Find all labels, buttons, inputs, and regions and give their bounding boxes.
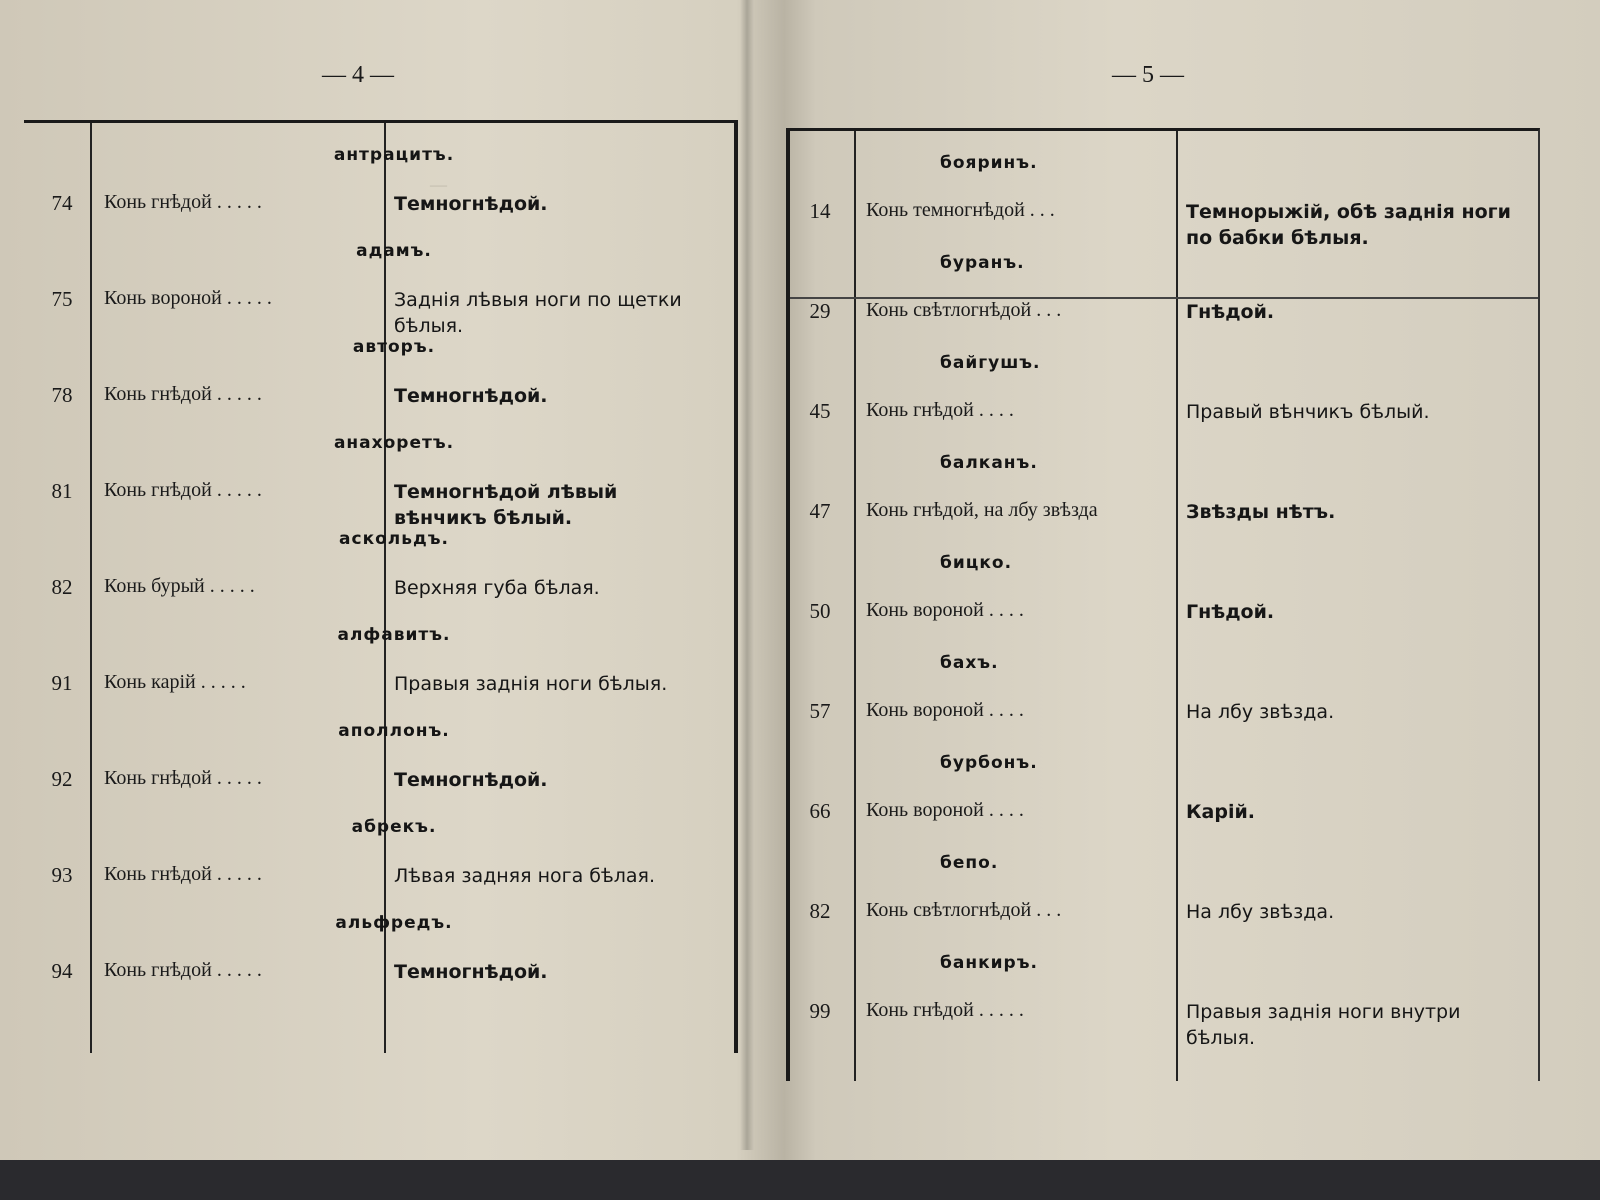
horse-markings: Звѣзды нѣтъ.: [1186, 501, 1336, 523]
table-row: [24, 613, 734, 710]
table-row: [24, 325, 734, 422]
horse-description: Конь гнѣдой . . . . .: [104, 767, 262, 789]
horse-name: банкиръ.: [940, 953, 1038, 973]
table-row: [24, 805, 734, 902]
horse-description: Конь карій . . . . .: [104, 671, 246, 693]
horse-description: Конь вороной . . . . .: [104, 287, 272, 309]
horse-name: аполлонъ.: [338, 721, 450, 741]
entry-number: 29: [809, 299, 831, 323]
horse-description: Конь гнѣдой . . . . .: [104, 191, 262, 213]
horse-description: Конь вороной . . . .: [866, 699, 1024, 721]
horse-name: буранъ.: [940, 253, 1025, 273]
entry-number: 74: [51, 191, 73, 215]
book-spine: [740, 0, 754, 1150]
horse-markings: Правый вѣнчикъ бѣлый.: [1186, 401, 1430, 423]
table-row: [790, 341, 1538, 438]
horse-name: авторъ.: [352, 337, 436, 357]
entry-number: 99: [809, 999, 831, 1023]
horse-description: Конь гнѣдой . . . . .: [104, 479, 262, 501]
horse-markings: Карій.: [1186, 801, 1255, 823]
horse-name: алфавитъ.: [337, 625, 451, 645]
entry-number: 66: [809, 799, 831, 823]
horse-markings: Темногнѣдой.: [394, 961, 548, 983]
entry-number: 14: [809, 199, 831, 223]
table-row: [24, 133, 734, 230]
horse-markings: Гнѣдой.: [1186, 601, 1275, 623]
bleed-through-text: —: [430, 175, 447, 194]
page-number: — 5 —: [1112, 62, 1184, 88]
entry-number: 50: [809, 599, 831, 623]
entries-table: [24, 120, 738, 1053]
horse-name: бояринъ.: [940, 153, 1038, 173]
page-number: — 4 —: [322, 62, 394, 88]
entries-table: [786, 128, 1540, 1081]
horse-markings: Темногнѣдой.: [394, 385, 548, 407]
horse-name: бепо.: [940, 853, 999, 873]
entry-number: 94: [51, 959, 73, 983]
horse-description: Конь вороной . . . .: [866, 799, 1024, 821]
table-row: [790, 541, 1538, 638]
entry-number: 92: [51, 767, 73, 791]
horse-description: Конь гнѣдой . . . . .: [866, 999, 1024, 1021]
entry-number: 57: [809, 699, 831, 723]
horse-name: антрацитъ.: [333, 145, 455, 165]
horse-name: анахоретъ.: [333, 433, 455, 453]
table-row: [24, 901, 734, 998]
horse-description: Конь гнѣдой, на лбу звѣзда: [866, 499, 1098, 521]
horse-markings: Темногнѣдой.: [394, 769, 548, 791]
horse-description: Конь вороной . . . .: [866, 599, 1024, 621]
horse-name: адамъ.: [356, 241, 432, 261]
horse-name: бахъ.: [940, 653, 999, 673]
horse-markings: Лѣвая задняя нога бѣлая.: [394, 865, 656, 887]
table-row: [24, 229, 734, 337]
horse-name: аскольдъ.: [339, 529, 449, 549]
horse-markings: Темнорыжій, обѣ заднія ноги по бабки бѣлыя.: [1186, 201, 1511, 249]
horse-description: Конь гнѣдой . . . .: [866, 399, 1014, 421]
horse-description: Конь гнѣдой . . . . .: [104, 959, 262, 981]
entry-number: 45: [809, 399, 831, 423]
entry-number: 93: [51, 863, 73, 887]
table-row: [790, 241, 1538, 338]
horse-name: бицко.: [940, 553, 1013, 573]
horse-name: байгушъ.: [940, 353, 1041, 373]
horse-markings: Верхняя губа бѣлая.: [394, 577, 600, 599]
entry-number: 75: [51, 287, 73, 311]
horse-description: Конь гнѣдой . . . . .: [104, 383, 262, 405]
horse-markings: Правыя заднія ноги внутри бѣлыя.: [1186, 1001, 1461, 1049]
entry-number: 78: [51, 383, 73, 407]
table-row: [790, 641, 1538, 738]
table-row: [790, 741, 1538, 838]
right-page: [754, 0, 1600, 1150]
horse-description: Конь гнѣдой . . . . .: [104, 863, 262, 885]
table-row: [790, 941, 1538, 1049]
horse-name: альфредъ.: [335, 913, 453, 933]
entry-number: 91: [51, 671, 73, 695]
table-row: [790, 441, 1538, 538]
horse-markings: На лбу звѣзда.: [1186, 701, 1335, 723]
horse-description: Конь темногнѣдой . . .: [866, 199, 1055, 221]
table-row: [24, 421, 734, 529]
left-page: [0, 0, 740, 1150]
horse-description: Конь бурый . . . . .: [104, 575, 255, 597]
table-row: [790, 841, 1538, 938]
entry-number: 47: [809, 499, 831, 523]
horse-description: Конь свѣтлогнѣдой . . .: [866, 899, 1062, 921]
horse-name: бурбонъ.: [940, 753, 1038, 773]
table-row: [24, 709, 734, 806]
horse-markings: Темногнѣдой.: [394, 193, 548, 215]
horse-name: абрекъ.: [351, 817, 437, 837]
horse-markings: Заднія лѣвыя ноги по щетки бѣлыя.: [394, 289, 682, 337]
entry-number: 82: [51, 575, 73, 599]
horse-name: балканъ.: [940, 453, 1038, 473]
horse-markings: На лбу звѣзда.: [1186, 901, 1335, 923]
table-row: [790, 141, 1538, 249]
horse-description: Конь свѣтлогнѣдой . . .: [866, 299, 1062, 321]
horse-markings: Гнѣдой.: [1186, 301, 1275, 323]
table-row: [24, 517, 734, 614]
horse-markings: Правыя заднія ноги бѣлыя.: [394, 673, 668, 695]
entry-number: 82: [809, 899, 831, 923]
entry-number: 81: [51, 479, 73, 503]
horse-markings: Темногнѣдой лѣвый вѣнчикъ бѣлый.: [394, 481, 618, 529]
